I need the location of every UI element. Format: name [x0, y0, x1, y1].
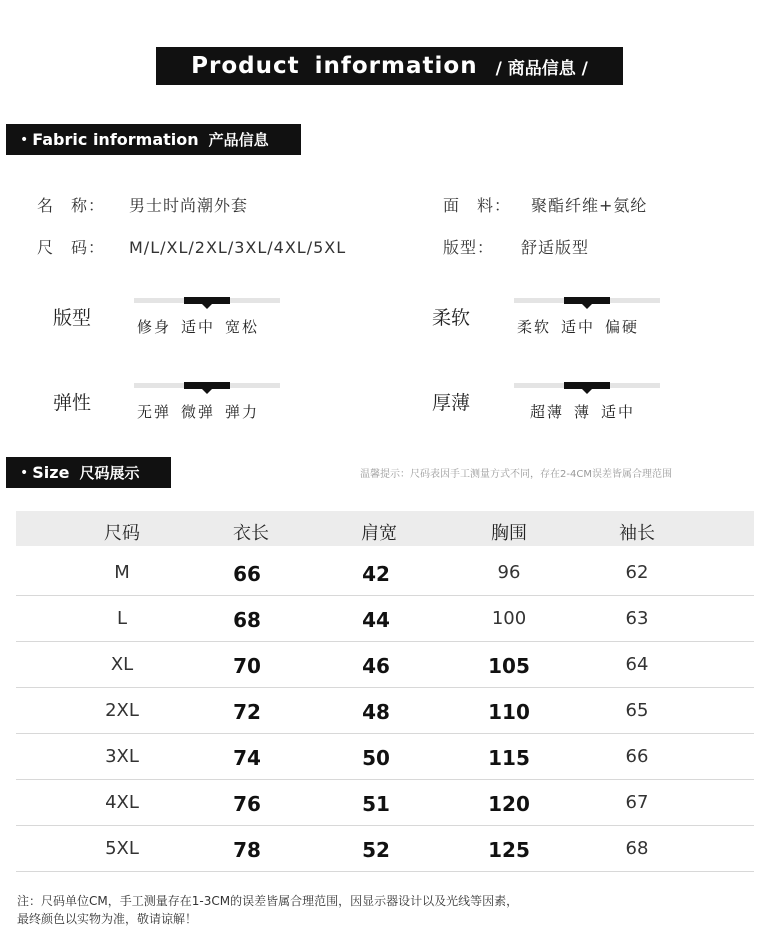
fabric-label: 面 料： [443, 196, 512, 215]
footer-note-line-2: 最终颜色以实物为准，敬请谅解！ [17, 912, 198, 926]
table-row [16, 550, 754, 596]
table-cell: 46 [362, 654, 390, 678]
page-title-banner [156, 47, 623, 85]
table-cell: 105 [488, 654, 530, 678]
fabric-section-title-cn: 产品信息 [208, 131, 269, 149]
attr-fit-label: 版型 [53, 307, 92, 329]
size-table-header [16, 511, 754, 546]
table-cell: 48 [362, 700, 390, 724]
scale-pointer-icon [581, 388, 593, 394]
table-cell: 63 [625, 608, 649, 629]
table-row [16, 780, 754, 826]
table-cell: 65 [625, 700, 649, 721]
table-cell: 44 [362, 608, 390, 632]
attr-thickness-label: 厚薄 [432, 392, 471, 414]
fit-row [443, 235, 589, 258]
table-cell: 52 [362, 838, 390, 862]
table-row [16, 688, 754, 734]
table-cell: 76 [233, 792, 261, 816]
size-section-title-cn: 尺码展示 [79, 464, 140, 482]
name-label: 名 称： [37, 196, 106, 215]
table-cell: 5XL [105, 838, 139, 859]
table-cell: 74 [233, 746, 261, 770]
table-cell: 62 [625, 562, 649, 583]
attr-softness-label: 柔软 [432, 307, 471, 329]
table-cell: 125 [488, 838, 530, 862]
table-cell: 96 [497, 562, 521, 583]
table-cell: 66 [625, 746, 649, 767]
scale-option: 适中 [181, 318, 216, 336]
scale-option: 修身 [137, 318, 172, 336]
table-cell: 68 [625, 838, 649, 859]
bullet-icon: • [20, 131, 29, 148]
scale-option: 微弹 [181, 403, 216, 421]
size-value: M/L/XL/2XL/3XL/4XL/5XL [129, 238, 347, 257]
table-cell: 78 [233, 838, 261, 862]
column-header: 胸围 [491, 523, 527, 544]
scale-pointer-icon [201, 388, 213, 394]
table-row [16, 642, 754, 688]
size-section-header [6, 457, 171, 488]
table-cell: 42 [362, 562, 390, 586]
table-cell: 110 [488, 700, 530, 724]
scale-option: 无弹 [137, 403, 172, 421]
size-tip: 温馨提示：尺码表因手工测量方式不同，存在2-4CM误差皆属合理范围 [360, 469, 672, 480]
fit-value: 舒适版型 [521, 238, 590, 257]
table-cell: L [116, 608, 128, 629]
column-header: 衣长 [233, 523, 269, 544]
scale-option: 适中 [561, 318, 596, 336]
column-header: 尺码 [104, 523, 140, 544]
attr-elasticity-label: 弹性 [53, 392, 92, 414]
fabric-row [443, 193, 647, 216]
table-row [16, 826, 754, 872]
scale-option: 薄 [574, 403, 592, 421]
table-cell: 3XL [105, 746, 139, 767]
table-cell: 115 [488, 746, 530, 770]
scale-option: 弹力 [225, 403, 260, 421]
name-value: 男士时尚潮外套 [129, 196, 249, 215]
table-cell: 50 [362, 746, 390, 770]
table-cell: 72 [233, 700, 261, 724]
column-header: 肩宽 [361, 523, 397, 544]
footer-note-line-1: 注：尺码单位CM，手工测量存在1-3CM的误差皆属合理范围，因显示器设计以及光线等因素， [17, 894, 519, 908]
size-row [37, 235, 346, 258]
scale-option: 柔软 [517, 318, 552, 336]
table-cell: 120 [488, 792, 530, 816]
table-cell: 2XL [105, 700, 139, 721]
table-cell: M [114, 562, 130, 583]
table-cell: XL [110, 654, 134, 675]
table-cell: 68 [233, 608, 261, 632]
page-title: Product information [191, 53, 478, 79]
scale-pointer-icon [581, 303, 593, 309]
scale-option: 宽松 [225, 318, 260, 336]
bullet-icon: • [20, 464, 29, 481]
scale-option: 超薄 [530, 403, 565, 421]
size-section-title: Size [32, 463, 70, 482]
fabric-section-title: Fabric information [32, 130, 199, 149]
table-row [16, 734, 754, 780]
table-cell: 64 [625, 654, 649, 675]
table-cell: 100 [491, 608, 527, 629]
scale-option: 适中 [601, 403, 636, 421]
fabric-value: 聚酯纤维+氨纶 [531, 196, 648, 215]
table-cell: 70 [233, 654, 261, 678]
table-row [16, 596, 754, 642]
name-row [37, 193, 248, 216]
table-cell: 67 [625, 792, 649, 813]
table-cell: 66 [233, 562, 261, 586]
column-header: 袖长 [619, 523, 655, 544]
table-cell: 51 [362, 792, 390, 816]
table-cell: 4XL [105, 792, 139, 813]
page-title-cn: / 商品信息 / [495, 58, 588, 79]
fit-label: 版型： [443, 238, 495, 257]
scale-option: 偏硬 [605, 318, 640, 336]
size-label: 尺 码： [37, 238, 106, 257]
scale-pointer-icon [201, 303, 213, 309]
fabric-section-header [6, 124, 301, 155]
